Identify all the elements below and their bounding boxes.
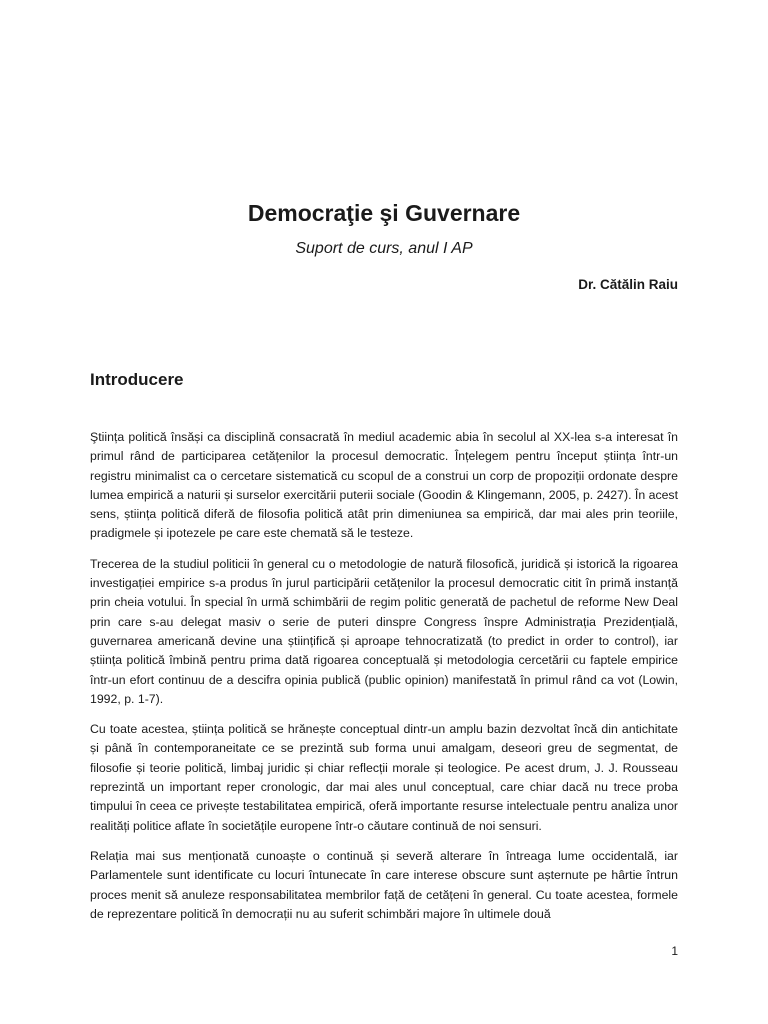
paragraph: Cu toate acestea, știința politică se hrănește conceptual dintr-un amplu bazin dezvoltat încă din antichitate și până în contemporaneitate ce se prezintă sub forma unui amalgam, deseori greu de segmentat, de filosofie și teorie politică, limbaj juridic și chiar reflecții morale și teologice. Pe acest drum, J. J. Rousseau reprezintă un important reper cronologic, dar mai ales unul conceptual, care chiar dacă nu trece proba timpului în ceea ce privește testabilitatea empirică, oferă importante resurse intelectuale pentru analiza unor realități politice aflate în societățile europene într-o căutare continuă de noi sensuri. bbox=[90, 722, 678, 833]
author-name: Dr. Cătălin Raiu bbox=[578, 277, 678, 292]
body-text bbox=[90, 428, 678, 935]
document-title: Democraţie şi Guvernare bbox=[247, 200, 521, 226]
paragraph: Relația mai sus menționată cunoaște o continuă și severă alterare în întreaga lume occidentală, iar Parlamentele sunt identificate cu locuri întunecate în care interese obscure sunt așternute pe hârtie întrun proces menit să anuleze responsabilitatea membrilor față de cetățeni în general. Cu toate acestea, formele de reprezentare politică în democrații nu au suferit schimbări majore în ultimele două bbox=[90, 848, 678, 921]
paragraph: Trecerea de la studiul politicii în general cu o metodologie de natură filosofică, juridică și istorică la rigoarea investigației empirice s-a produs în jurul participării cetățenilor la procesul democratic citit în primă instanță prin cheia votului. În special în urmă schimbării de regim politic generată de pachetul de reforme New Deal prin care s-au delegat masiv o serie de puteri dinspre Congress înspre Administrația Prezidențială, guvernarea americană devine una științifică și aproape tehnocratizată (to predict in order to control), iar știința politică îmbină pentru prima dată rigoarea conceptuală și metodologia cercetării cu faptele empirice într-un efort continuu de a descifra opinia publică (public opinion) manifestată în primul rând ca vot (Lowin, 1992, p. 1-7). bbox=[90, 556, 678, 706]
page-number: 1 bbox=[671, 944, 678, 958]
paragraph: Ştiința politică însăși ca disciplină consacrată în mediul academic abia în secolul al XX-lea s-a interesat în primul rând de participarea cetățenilor la procesul democratic. Înțelegem pentru început știința într-un registru minimalist ca o cercetare sistematică cu scopul de a construi un corp de propoziții ordonate despre lumea empirică a naturii și surselor exercitării puterii sociale (Goodin & Klingemann, 2005, p. 2427). În acest sens, știința politică diferă de filosofia politică atât prin dimeniunea sa empirică, dar mai ales prin teoriile, pradigmele și ipotezele pe care este chemată să le testeze. bbox=[90, 430, 678, 541]
section-heading: Introducere bbox=[90, 370, 184, 389]
document-subtitle: Suport de curs, anul I AP bbox=[295, 240, 473, 257]
